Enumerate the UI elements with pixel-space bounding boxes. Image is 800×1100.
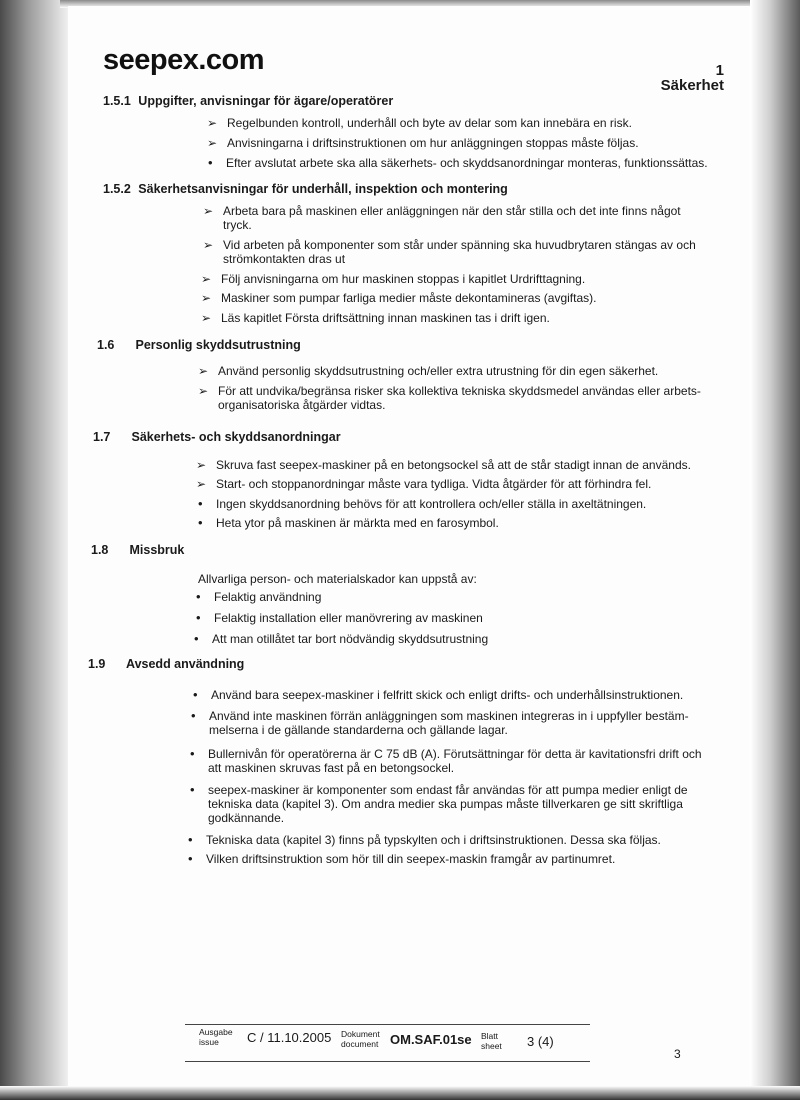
- list-item: ➢ För att undvika/begränsa risker ska kollektiva tekniska skyddsmedel användas eller arbets-organisatoriska åtgärder vidtas.: [198, 384, 701, 412]
- list-item: ➢ Använd personlig skyddsutrustning och/eller extra utrustning för din egen säkerhet.: [198, 364, 659, 378]
- arrow-bullet-icon: ➢: [198, 384, 209, 398]
- document-label: Dokument document: [341, 1029, 380, 1049]
- issue-label: Ausgabe issue: [199, 1027, 233, 1047]
- list-item: • Ingen skyddsanordning behövs för att kontrollera och/eller ställa in axeltätningen.: [198, 496, 647, 511]
- section-title: Personlig skyddsutrustning: [135, 338, 301, 352]
- document-value: OM.SAF.01se: [390, 1032, 472, 1047]
- section-intro: Allvarliga person- och materialskador kan uppstå av:: [198, 572, 477, 586]
- sheet-value: 3 (4): [527, 1034, 554, 1049]
- list-item: • Tekniska data (kapitel 3) finns på typskylten och i driftsinstruktionen. Dessa ska följas.: [188, 832, 661, 847]
- page-number: 3: [674, 1047, 681, 1061]
- list-item: • seepex-maskiner är komponenter som endast får användas för att pumpa medier enligt de tekniska data (kapitel 3). Om andra medier ska pumpas måste tillverkaren ge sitt skriftliga godkännande.: [190, 782, 688, 825]
- list-item: • Vilken driftsinstruktion som hör till din seepex-maskin framgår av partinumret.: [188, 851, 616, 866]
- list-item: • Bullernivån för operatörerna är C 75 dB (A). Förutsättningar för detta är kavitationsfri drift och att maskinen skruvas fast på en betongsockel.: [190, 746, 702, 775]
- section-number: 1.7: [93, 430, 111, 444]
- section-title: Uppgifter, anvisningar för ägare/operatörer: [138, 94, 394, 108]
- arrow-bullet-icon: ➢: [203, 238, 214, 252]
- section-heading-1-5-1: [103, 94, 393, 108]
- list-item: ➢ Skruva fast seepex-maskiner på en betongsockel så att de står stadigt innan de används.: [196, 458, 691, 472]
- section-heading-1-9: [88, 657, 244, 671]
- list-item: • Använd inte maskinen förrän anläggningen som maskinen integreras in i uppfyller bestäm-melserna i de gällande standarderna och gällande lagar.: [191, 708, 689, 737]
- arrow-bullet-icon: ➢: [207, 116, 218, 130]
- list-item: ➢ Följ anvisningarna om hur maskinen stoppas i kapitlet Urdrifttagning.: [201, 272, 586, 286]
- section-number: 1.9: [88, 657, 106, 671]
- dot-bullet-icon: •: [208, 155, 213, 170]
- dot-bullet-icon: •: [190, 782, 195, 797]
- list-item: ➢ Arbeta bara på maskinen eller anläggningen när den står stilla och det inte finns något tryck.: [203, 204, 681, 232]
- section-heading-1-7: [93, 430, 341, 444]
- arrow-bullet-icon: ➢: [196, 477, 207, 491]
- section-heading-1-8: [91, 543, 184, 557]
- arrow-bullet-icon: ➢: [196, 458, 207, 472]
- list-item: • Att man otillåtet tar bort nödvändig skyddsutrustning: [194, 631, 489, 646]
- list-item: ➢ Start- och stoppanordningar måste vara tydliga. Vidta åtgärder för att förhindra fel.: [196, 477, 652, 491]
- dot-bullet-icon: •: [190, 746, 195, 761]
- chapter-number: 1: [715, 62, 724, 79]
- list-item: ➢ Regelbunden kontroll, underhåll och byte av delar som kan innebära en risk.: [207, 116, 632, 130]
- list-item: ➢ Vid arbeten på komponenter som står under spänning ska huvudbrytaren stängas av och strömkontakten dras ut: [203, 238, 696, 266]
- arrow-bullet-icon: ➢: [201, 311, 212, 325]
- arrow-bullet-icon: ➢: [201, 291, 212, 305]
- dot-bullet-icon: •: [188, 851, 193, 866]
- section-title: Avsedd användning: [126, 657, 245, 671]
- section-number: 1.8: [91, 543, 109, 557]
- arrow-bullet-icon: ➢: [201, 272, 212, 286]
- section-title: Säkerhets- och skyddsanordningar: [131, 430, 341, 444]
- section-heading-1-6: [97, 338, 301, 352]
- section-title: Säkerhetsanvisningar för underhåll, inspektion och montering: [138, 182, 508, 196]
- list-item: • Heta ytor på maskinen är märkta med en farosymbol.: [198, 515, 499, 530]
- dot-bullet-icon: •: [193, 687, 198, 702]
- arrow-bullet-icon: ➢: [203, 204, 214, 218]
- arrow-bullet-icon: ➢: [207, 136, 218, 150]
- list-item: ➢ Läs kapitlet Första driftsättning innan maskinen tas i drift igen.: [201, 311, 550, 325]
- dot-bullet-icon: •: [188, 832, 193, 847]
- seepex-logo: seepex.com: [103, 44, 265, 76]
- list-item: ➢ Anvisningarna i driftsinstruktionen om hur anläggningen stoppas måste följas.: [207, 136, 639, 150]
- section-title: Missbruk: [129, 543, 185, 557]
- section-heading-1-5-2: [103, 182, 508, 196]
- list-item: • Felaktig installation eller manövrering av maskinen: [196, 610, 483, 625]
- chapter-title: Säkerhet: [660, 77, 724, 94]
- dot-bullet-icon: •: [196, 610, 201, 625]
- list-item: ➢ Maskiner som pumpar farliga medier måste dekontamineras (avgiftas).: [201, 291, 597, 305]
- dot-bullet-icon: •: [198, 496, 203, 511]
- dot-bullet-icon: •: [198, 515, 203, 530]
- dot-bullet-icon: •: [194, 631, 199, 646]
- issue-value: C / 11.10.2005: [247, 1030, 332, 1045]
- document-footer: [185, 1024, 590, 1062]
- arrow-bullet-icon: ➢: [198, 364, 209, 378]
- list-item: • Använd bara seepex-maskiner i felfritt skick och enligt drifts- och underhållsinstruktionen.: [193, 687, 684, 702]
- dot-bullet-icon: •: [191, 708, 196, 723]
- section-number: 1.6: [97, 338, 115, 352]
- section-number: 1.5.2: [103, 182, 131, 196]
- section-number: 1.5.1: [103, 94, 131, 108]
- dot-bullet-icon: •: [196, 589, 201, 604]
- sheet-label: Blatt sheet: [481, 1031, 502, 1051]
- list-item: • Efter avslutat arbete ska alla säkerhets- och skyddsanordningar monteras, funktionssättas.: [208, 155, 708, 170]
- list-item: • Felaktig användning: [196, 589, 322, 604]
